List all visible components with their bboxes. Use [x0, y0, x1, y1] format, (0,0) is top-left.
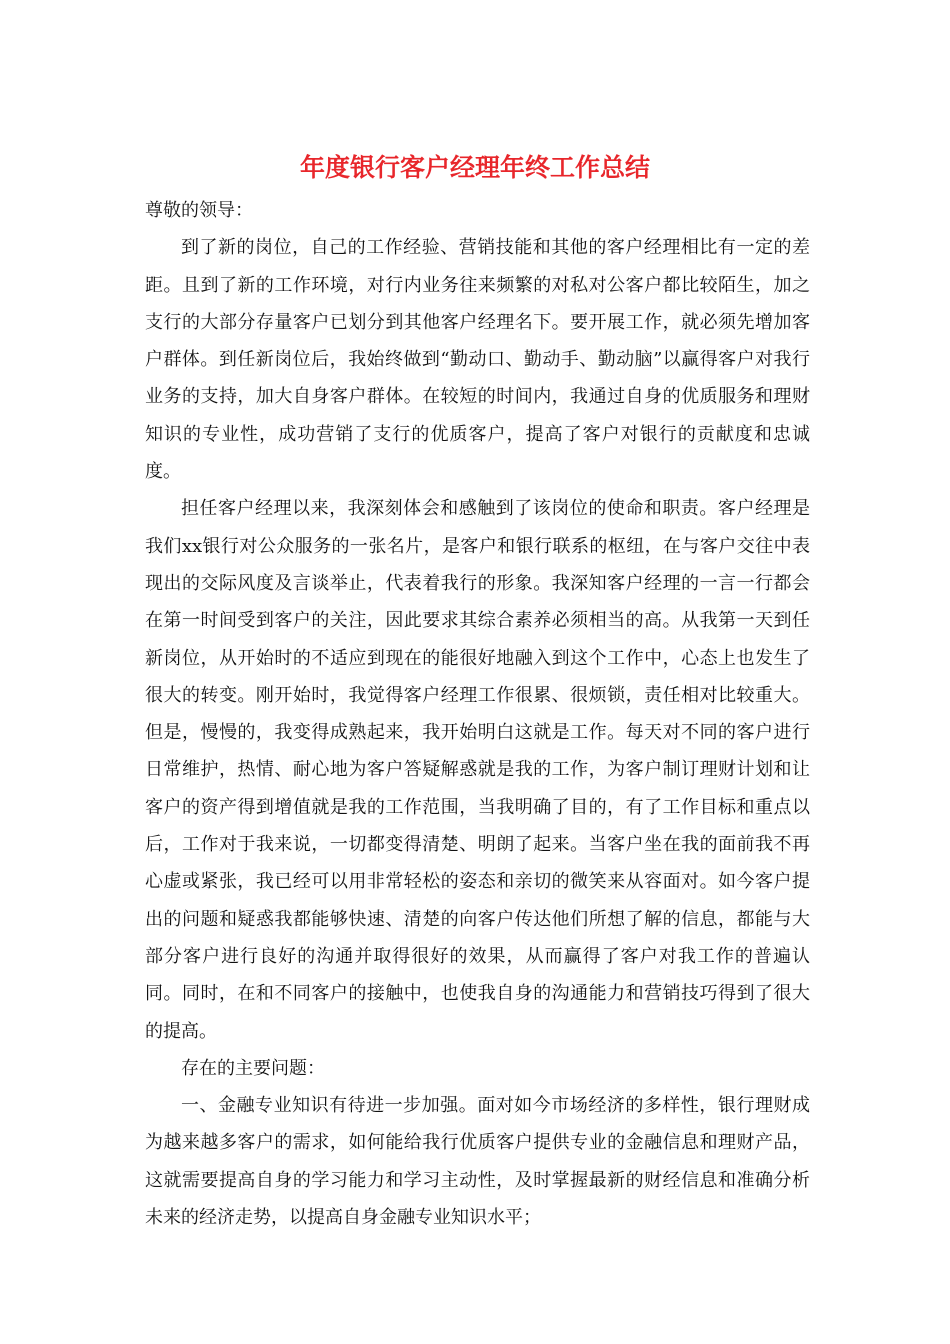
paragraph-role-reflection: 担任客户经理以来，我深刻体会和感触到了该岗位的使命和职责。客户经理是我们xx银行对公众服务的一张名片，是客户和银行联系的枢纽，在与客户交往中表现出的交际风度及言谈举止，代表着我行的形象。我深知客户经理的一言一行都会在第一时间受到客户的关注，因此要求其综合素养必须相当的高。从我第一天到任新岗位，从开始时的不适应到现在的能很好地融入到这个工作中，心态上也发生了很大的转变。刚开始时，我觉得客户经理工作很累、很烦锁，责任相对比较重大。但是，慢慢的，我变得成熟起来，我开始明白这就是工作。每天对不同的客户进行日常维护，热情、耐心地为客户答疑解惑就是我的工作，为客户制订理财计划和让客户的资产得到增值就是我的工作范围，当我明确了目的，有了工作目标和重点以后，工作对于我来说，一切都变得清楚、明朗了起来。当客户坐在我的面前我不再心虚或紧张，我已经可以用非常轻松的姿态和亲切的微笑来从容面对。如今客户提出的问题和疑惑我都能够快速、清楚的向客户传达他们所想了解的信息，都能与大部分客户进行良好的沟通并取得很好的效果，从而赢得了客户对我工作的普遍认同。同时，在和不同客户的接触中，也使我自身的沟通能力和营销技巧得到了很大的提高。 [145, 498, 810, 1042]
salutation: 尊敬的领导： [145, 200, 253, 221]
heading-main-problems: 存在的主要问题： [181, 1057, 325, 1079]
document-body [145, 192, 810, 1236]
document-title: 年度银行客户经理年终工作总结 [299, 153, 650, 182]
paragraph-problem-one: 一、金融专业知识有待进一步加强。面对如今市场经济的多样性，银行理财成为越来越多客户的需求，如何能给我行优质客户提供专业的金融信息和理财产品，这就需要提高自身的学习能力和学习主动性，及时掌握最新的财经信息和准确分析未来的经济走势，以提高自身金融专业知识水平； [145, 1095, 810, 1229]
paragraph-new-position: 到了新的岗位，自己的工作经验、营销技能和其他的客户经理相比有一定的差距。且到了新的工作环境，对行内业务往来频繁的对私对公客户都比较陌生，加之支行的大部分存量客户已划分到其他客户经理名下。要开展工作，就必须先增加客户群体。到任新岗位后，我始终做到“勤动口、勤动手、勤动脑”以赢得客户对我行业务的支持，加大自身客户群体。在较短的时间内，我通过自身的优质服务和理财知识的专业性，成功营销了支行的优质客户，提高了客户对银行的贡献度和忠诚度。 [145, 237, 810, 483]
